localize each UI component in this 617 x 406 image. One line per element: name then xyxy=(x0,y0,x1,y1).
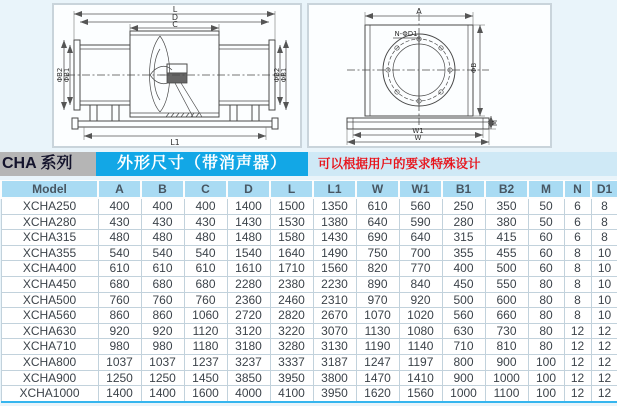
model-cell: XCHA450 xyxy=(1,276,98,292)
dimension-cell: 1560 xyxy=(313,261,356,277)
column-header-d1: D1 xyxy=(591,181,617,199)
series-label: CHA 系列 xyxy=(0,152,96,176)
dimension-cell: 680 xyxy=(98,276,141,292)
model-cell: XCHA250 xyxy=(1,198,98,214)
dimension-cell: 1710 xyxy=(270,261,313,277)
dimension-cell: 50 xyxy=(528,214,564,230)
dimension-cell: 6 xyxy=(564,230,591,246)
table-body xyxy=(1,198,617,402)
dimension-cell: 2310 xyxy=(313,292,356,308)
column-header-b2: B2 xyxy=(485,181,528,199)
dimension-cell: 3187 xyxy=(313,354,356,370)
dimension-cell: 12 xyxy=(564,339,591,355)
dimension-cell: 80 xyxy=(528,292,564,308)
dimension-cell: 12 xyxy=(591,354,617,370)
model-cell: XCHA800 xyxy=(1,354,98,370)
drawings-row xyxy=(0,0,617,149)
dimension-cell: 1530 xyxy=(270,214,313,230)
column-header-d: D xyxy=(227,181,270,199)
dimension-cell: 710 xyxy=(442,339,485,355)
dimension-cell: 820 xyxy=(356,261,399,277)
dimension-cell: 2280 xyxy=(227,276,270,292)
dimension-cell: 770 xyxy=(399,261,442,277)
dimension-cell: 2820 xyxy=(270,308,313,324)
bolt-callout-label: N-ΦD1 xyxy=(394,30,418,38)
dimension-cell: 430 xyxy=(141,214,184,230)
dimension-cell: 12 xyxy=(564,386,591,402)
dim-label-m: M xyxy=(491,119,499,127)
dimension-cell: 860 xyxy=(141,308,184,324)
dimension-cell: 1180 xyxy=(184,339,227,355)
dimension-cell: 1140 xyxy=(399,339,442,355)
dimension-cell: 8 xyxy=(591,198,617,214)
dimension-cell: 8 xyxy=(564,261,591,277)
dimension-cell: 680 xyxy=(184,276,227,292)
dimension-cell: 50 xyxy=(528,198,564,214)
dimension-cell: 610 xyxy=(141,261,184,277)
dimension-cell: 60 xyxy=(528,245,564,261)
dimension-cell: 6 xyxy=(564,214,591,230)
dimension-cell: 2720 xyxy=(227,308,270,324)
dim-label-b2-left: ΦB2 xyxy=(56,67,64,83)
dimension-cell: 8 xyxy=(564,245,591,261)
table-row xyxy=(1,214,617,230)
column-header-w: W xyxy=(356,181,399,199)
dimension-cell: 1400 xyxy=(98,386,141,402)
model-cell: XCHA280 xyxy=(1,214,98,230)
dimension-cell: 480 xyxy=(184,230,227,246)
dimension-cell: 8 xyxy=(591,230,617,246)
dimension-cell: 10 xyxy=(591,276,617,292)
model-cell: XCHA500 xyxy=(1,292,98,308)
dimension-cell: 12 xyxy=(591,386,617,402)
table-row xyxy=(1,292,617,308)
column-header-l1: L1 xyxy=(313,181,356,199)
table-row xyxy=(1,354,617,370)
table-row xyxy=(1,308,617,324)
model-cell: XCHA355 xyxy=(1,245,98,261)
model-cell: XCHA1000 xyxy=(1,386,98,402)
table-row xyxy=(1,386,617,402)
dimension-cell: 10 xyxy=(591,292,617,308)
dimension-cell: 400 xyxy=(442,261,485,277)
table-row xyxy=(1,276,617,292)
dimension-cell: 80 xyxy=(528,323,564,339)
dimension-cell: 1350 xyxy=(313,198,356,214)
dimension-cell: 540 xyxy=(184,245,227,261)
dimension-cell: 3337 xyxy=(270,354,313,370)
dimension-cell: 500 xyxy=(442,292,485,308)
dimension-cell: 860 xyxy=(98,308,141,324)
dimension-cell: 700 xyxy=(399,245,442,261)
dim-label-b2-right: ΦB2 xyxy=(273,67,281,83)
dimension-cell: 760 xyxy=(141,292,184,308)
dimension-cell: 540 xyxy=(98,245,141,261)
dimension-cell: 1237 xyxy=(184,354,227,370)
front-view-drawing xyxy=(307,3,552,148)
dimension-cell: 280 xyxy=(442,214,485,230)
dimension-cell: 920 xyxy=(399,292,442,308)
dimension-cell: 4100 xyxy=(270,386,313,402)
dimension-cell: 12 xyxy=(591,339,617,355)
dimension-cell: 12 xyxy=(591,370,617,386)
dim-label-c: C xyxy=(172,20,178,29)
dimension-cell: 100 xyxy=(528,386,564,402)
dimension-cell: 3180 xyxy=(227,339,270,355)
dimension-cell: 920 xyxy=(141,323,184,339)
dimension-cell: 8 xyxy=(591,214,617,230)
dimension-cell: 610 xyxy=(184,261,227,277)
column-header-n: N xyxy=(564,181,591,199)
dimension-cell: 2360 xyxy=(227,292,270,308)
dimension-cell: 3237 xyxy=(227,354,270,370)
dimension-cell: 630 xyxy=(442,323,485,339)
dimension-cell: 980 xyxy=(141,339,184,355)
dim-label-d: D xyxy=(171,13,179,22)
dim-label-w1: W1 xyxy=(412,127,424,135)
dimension-cell: 610 xyxy=(98,261,141,277)
dimension-cell: 1000 xyxy=(442,386,485,402)
dimension-cell: 1250 xyxy=(141,370,184,386)
dimension-cell: 3850 xyxy=(227,370,270,386)
dimension-cell: 680 xyxy=(141,276,184,292)
model-cell: XCHA630 xyxy=(1,323,98,339)
dimension-cell: 1000 xyxy=(485,370,528,386)
dimension-cell: 970 xyxy=(356,292,399,308)
dim-label-l1: L1 xyxy=(170,138,180,146)
front-view-drawing-svg xyxy=(309,5,550,146)
dim-label-l: L xyxy=(172,5,178,14)
model-cell: XCHA400 xyxy=(1,261,98,277)
dimension-cell: 415 xyxy=(485,230,528,246)
dimension-cell: 10 xyxy=(591,245,617,261)
dimension-cell: 1250 xyxy=(98,370,141,386)
dimension-cell: 3070 xyxy=(313,323,356,339)
dimension-cell: 10 xyxy=(591,261,617,277)
dimension-cell: 6 xyxy=(564,198,591,214)
column-header-a: A xyxy=(98,181,141,199)
table-row xyxy=(1,230,617,246)
dimension-cell: 980 xyxy=(98,339,141,355)
dimension-cell: 760 xyxy=(184,292,227,308)
dimensions-table xyxy=(0,180,617,403)
dimension-cell: 12 xyxy=(591,323,617,339)
dimension-cell: 640 xyxy=(399,230,442,246)
title-bar xyxy=(0,152,617,176)
dim-label-a: A xyxy=(416,7,422,16)
dimension-cell: 1610 xyxy=(227,261,270,277)
model-cell: XCHA560 xyxy=(1,308,98,324)
dimension-cell: 480 xyxy=(141,230,184,246)
dimension-cell: 1037 xyxy=(98,354,141,370)
dimension-cell: 80 xyxy=(528,308,564,324)
dim-label-b1-left: ΦB1 xyxy=(63,67,71,83)
column-header-w1: W1 xyxy=(399,181,442,199)
dimension-cell: 900 xyxy=(485,354,528,370)
dimension-cell: 1490 xyxy=(313,245,356,261)
dimension-cell: 10 xyxy=(591,308,617,324)
section-title: 外形尺寸（带消声器） xyxy=(96,152,308,176)
dimension-cell: 810 xyxy=(485,339,528,355)
dimension-cell: 550 xyxy=(485,276,528,292)
dimension-cell: 1380 xyxy=(313,214,356,230)
dimension-cell: 640 xyxy=(356,214,399,230)
dimension-cell: 1600 xyxy=(184,386,227,402)
dimension-cell: 80 xyxy=(528,339,564,355)
dimension-cell: 2380 xyxy=(270,276,313,292)
dimension-cell: 350 xyxy=(485,198,528,214)
dimension-cell: 1070 xyxy=(356,308,399,324)
dimension-cell: 760 xyxy=(98,292,141,308)
column-header-b: B xyxy=(141,181,184,199)
dimension-cell: 560 xyxy=(442,308,485,324)
dimension-cell: 1037 xyxy=(141,354,184,370)
model-cell: XCHA710 xyxy=(1,339,98,355)
column-header-b1: B1 xyxy=(442,181,485,199)
dim-label-b1-right: ΦB1 xyxy=(280,67,288,83)
dimension-cell: 1197 xyxy=(399,354,442,370)
dimension-cell: 1190 xyxy=(356,339,399,355)
dimension-cell: 12 xyxy=(564,323,591,339)
column-header-m: M xyxy=(528,181,564,199)
dimension-cell: 1580 xyxy=(270,230,313,246)
dimension-cell: 690 xyxy=(356,230,399,246)
dimension-cell: 2230 xyxy=(313,276,356,292)
dimension-cell: 1540 xyxy=(227,245,270,261)
dimension-cell: 455 xyxy=(485,245,528,261)
dimension-cell: 730 xyxy=(485,323,528,339)
dimension-cell: 1560 xyxy=(399,386,442,402)
dimension-cell: 430 xyxy=(98,214,141,230)
dimension-cell: 3130 xyxy=(313,339,356,355)
table-row xyxy=(1,323,617,339)
dimension-cell: 380 xyxy=(485,214,528,230)
dimension-cell: 250 xyxy=(442,198,485,214)
dimension-cell: 920 xyxy=(98,323,141,339)
side-view-drawing xyxy=(52,3,302,148)
dimension-cell: 1500 xyxy=(270,198,313,214)
dimension-cell: 12 xyxy=(564,370,591,386)
dim-label-diameter: ΦB xyxy=(470,62,478,74)
dimension-cell: 60 xyxy=(528,261,564,277)
dimension-cell: 2460 xyxy=(270,292,313,308)
dimension-cell: 1620 xyxy=(356,386,399,402)
dimension-cell: 1430 xyxy=(227,214,270,230)
table-row xyxy=(1,261,617,277)
column-header-c: C xyxy=(184,181,227,199)
dimension-cell: 1410 xyxy=(399,370,442,386)
dimension-cell: 8 xyxy=(564,292,591,308)
dimension-cell: 3280 xyxy=(270,339,313,355)
dimension-cell: 8 xyxy=(564,276,591,292)
dimension-cell: 1130 xyxy=(356,323,399,339)
dimension-cell: 1400 xyxy=(227,198,270,214)
dim-label-w: W xyxy=(414,134,422,142)
dimension-cell: 1080 xyxy=(399,323,442,339)
motor xyxy=(160,64,202,117)
dimension-cell: 1020 xyxy=(399,308,442,324)
dimension-cell: 840 xyxy=(399,276,442,292)
dimension-cell: 3950 xyxy=(270,370,313,386)
dimension-cell: 4000 xyxy=(227,386,270,402)
dimension-cell: 3950 xyxy=(313,386,356,402)
dimension-cell: 900 xyxy=(442,370,485,386)
dimension-cell: 450 xyxy=(442,276,485,292)
dimension-cell: 600 xyxy=(485,292,528,308)
dimension-cell: 100 xyxy=(528,370,564,386)
table-header-row xyxy=(1,181,617,199)
dimension-cell: 100 xyxy=(528,354,564,370)
dimension-cell: 590 xyxy=(399,214,442,230)
dimension-cell: 500 xyxy=(485,261,528,277)
dimension-cell: 1060 xyxy=(184,308,227,324)
dimension-cell: 8 xyxy=(564,308,591,324)
dimension-cell: 400 xyxy=(98,198,141,214)
dimension-cell: 560 xyxy=(399,198,442,214)
dimension-cell: 1450 xyxy=(184,370,227,386)
dimension-cell: 60 xyxy=(528,230,564,246)
dimension-cell: 750 xyxy=(356,245,399,261)
custom-design-note: 可以根据用户的要求特殊设计 xyxy=(318,157,481,171)
model-cell: XCHA900 xyxy=(1,370,98,386)
column-header-l: L xyxy=(270,181,313,199)
column-header-model: Model xyxy=(1,181,98,199)
dimension-cell: 80 xyxy=(528,276,564,292)
dimension-cell: 540 xyxy=(141,245,184,261)
side-view-drawing-svg xyxy=(54,5,300,146)
table-row xyxy=(1,370,617,386)
dimension-cell: 1400 xyxy=(141,386,184,402)
dimension-cell: 480 xyxy=(98,230,141,246)
dimension-cell: 3120 xyxy=(227,323,270,339)
dimension-cell: 3220 xyxy=(270,323,313,339)
dimension-cell: 890 xyxy=(356,276,399,292)
dimension-cell: 315 xyxy=(442,230,485,246)
dimension-cell: 3800 xyxy=(313,370,356,386)
dimension-cell: 1480 xyxy=(227,230,270,246)
dimension-cell: 1430 xyxy=(313,230,356,246)
dimension-cell: 1100 xyxy=(485,386,528,402)
dimension-cell: 1120 xyxy=(184,323,227,339)
dimension-cell: 1640 xyxy=(270,245,313,261)
table-row xyxy=(1,198,617,214)
model-cell: XCHA315 xyxy=(1,230,98,246)
dimension-cell: 400 xyxy=(141,198,184,214)
dimension-cell: 12 xyxy=(564,354,591,370)
table-row xyxy=(1,245,617,261)
dimension-cell: 1470 xyxy=(356,370,399,386)
dimension-cell: 1247 xyxy=(356,354,399,370)
dimension-cell: 430 xyxy=(184,214,227,230)
dimension-cell: 355 xyxy=(442,245,485,261)
dimension-cell: 610 xyxy=(356,198,399,214)
dimension-cell: 2670 xyxy=(313,308,356,324)
dimension-cell: 800 xyxy=(442,354,485,370)
dimension-cell: 660 xyxy=(485,308,528,324)
table-row xyxy=(1,339,617,355)
dimension-cell: 400 xyxy=(184,198,227,214)
